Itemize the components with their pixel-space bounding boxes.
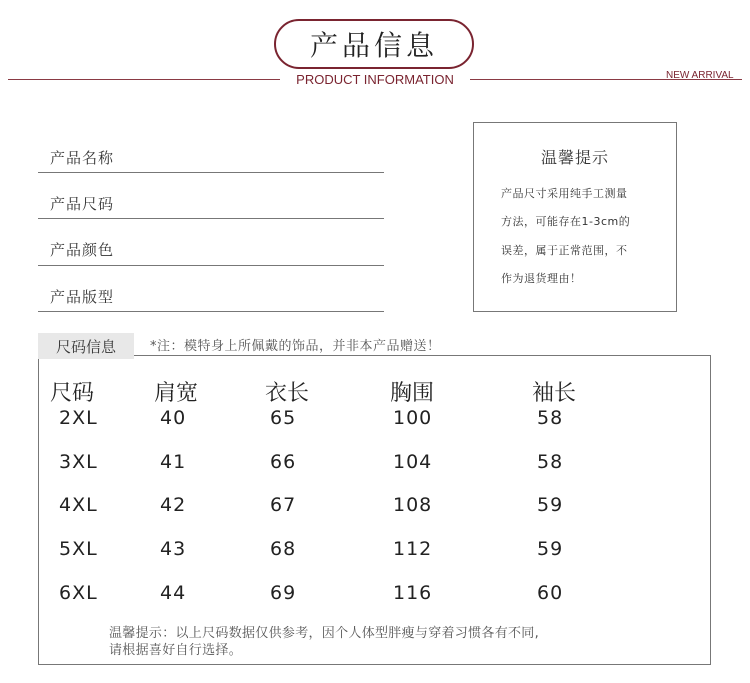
size-footer-note-line: 温馨提示：以上尺码数据仅供参考，因个人体型胖瘦与穿着习惯各有不同, (109, 626, 540, 641)
new-arrival-label: NEW ARRIVAL (666, 70, 734, 81)
cell-chest: 112 (393, 538, 433, 560)
size-footer-note-line: 请根据喜好自行选择。 (109, 643, 243, 658)
product-name-label: 产品名称 (50, 149, 115, 167)
cell-shoulder: 42 (160, 494, 187, 516)
page-subtitle: PRODUCT INFORMATION (280, 72, 470, 87)
cell-length: 66 (270, 451, 297, 473)
product-name-line (38, 172, 384, 173)
cell-shoulder: 41 (160, 451, 187, 473)
cell-sleeve: 58 (537, 451, 564, 473)
cell-size: 3XL (59, 451, 98, 473)
cell-shoulder: 40 (160, 407, 187, 429)
header-rule-left (8, 79, 280, 80)
cell-length: 67 (270, 494, 297, 516)
cell-sleeve: 60 (537, 582, 564, 604)
cell-sleeve: 59 (537, 494, 564, 516)
column-header-sleeve: 袖长 (532, 381, 577, 406)
cell-chest: 104 (393, 451, 433, 473)
tip-line: 方法，可能存在1-3cm的 (501, 215, 631, 228)
product-color-line (38, 265, 384, 266)
size-table-box (38, 355, 711, 665)
product-size-label: 产品尺码 (50, 195, 115, 213)
cell-sleeve: 58 (537, 407, 564, 429)
cell-length: 65 (270, 407, 297, 429)
cell-chest: 116 (393, 582, 433, 604)
size-note: *注：模特身上所佩戴的饰品，并非本产品赠送！ (150, 339, 441, 354)
product-size-line (38, 218, 384, 219)
product-fit-label: 产品版型 (50, 288, 115, 306)
cell-size: 4XL (59, 494, 98, 516)
cell-size: 6XL (59, 582, 98, 604)
cell-length: 68 (270, 538, 297, 560)
cell-chest: 100 (393, 407, 433, 429)
column-header-length: 衣长 (265, 381, 310, 406)
page-title: 产品信息 (274, 19, 474, 69)
product-color-label: 产品颜色 (50, 241, 115, 259)
tip-title: 温馨提示 (540, 148, 609, 167)
tip-line: 产品尺寸采用纯手工测量 (501, 187, 628, 200)
tip-line: 误差，属于正常范围，不 (501, 244, 628, 257)
column-header-size: 尺码 (50, 381, 95, 406)
cell-size: 2XL (59, 407, 98, 429)
column-header-shoulder: 肩宽 (154, 381, 199, 406)
cell-size: 5XL (59, 538, 98, 560)
cell-shoulder: 44 (160, 582, 187, 604)
cell-length: 69 (270, 582, 297, 604)
product-fit-line (38, 311, 384, 312)
cell-chest: 108 (393, 494, 433, 516)
cell-shoulder: 43 (160, 538, 187, 560)
column-header-chest: 胸围 (390, 381, 435, 406)
cell-sleeve: 59 (537, 538, 564, 560)
size-info-tab: 尺码信息 (38, 333, 134, 359)
tip-line: 作为退货理由！ (501, 272, 582, 285)
